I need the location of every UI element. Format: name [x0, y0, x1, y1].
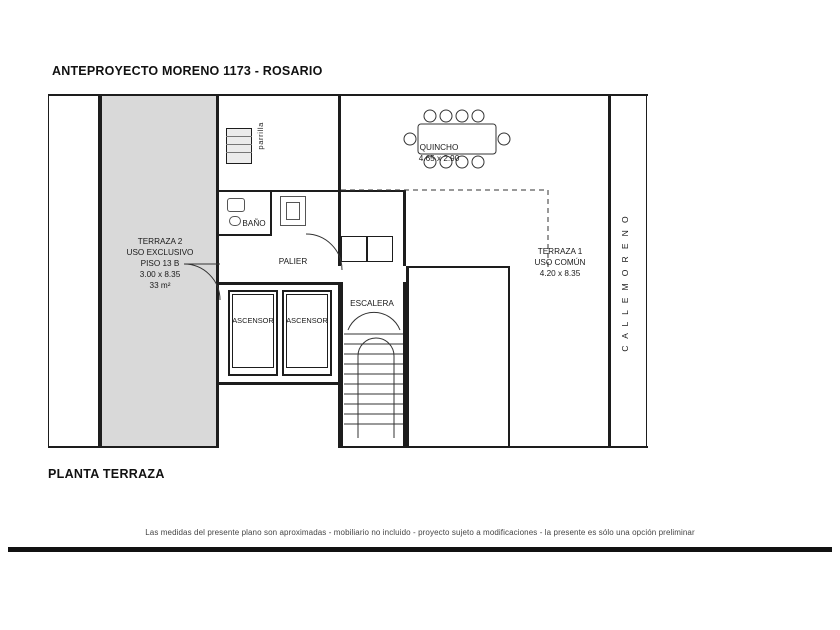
terraza-1-line-2: USO COMÚN	[534, 258, 586, 268]
terraza-1-line-1: TERRAZA 1	[537, 247, 583, 256]
footnote: Las medidas del presente plano son aproximadas - mobiliario no incluido - proyecto sujeto a modificaciones - la presente es sólo una opción preliminar	[145, 528, 695, 537]
room-label-quincho	[384, 142, 494, 164]
street-label: C A L L E M O R E N O	[620, 214, 630, 352]
page-title: ANTEPROYECTO MORENO 1173 - ROSARIO	[52, 64, 323, 78]
terraza-2-line-5: 33 m²	[149, 281, 171, 291]
room-label-terraza-2	[90, 236, 230, 291]
terraza-2-line-3: PISO 13 B	[140, 259, 180, 269]
terraza-1-line-3: 4.20 x 8.35	[539, 269, 581, 279]
quincho-line-2: 4.65 x 2.90	[418, 154, 460, 164]
plan-drawing	[48, 86, 648, 458]
room-label-palier: PALIER	[278, 257, 308, 266]
terraza-2-line-4: 3.00 x 8.35	[139, 270, 181, 280]
elevator-label-2: ASCENSOR	[286, 316, 328, 325]
bottom-bar	[8, 547, 832, 552]
quincho-line-1: QUINCHO	[419, 143, 459, 152]
elevator-label-1: ASCENSOR	[232, 316, 274, 325]
room-label-escalera: ESCALERA	[350, 299, 394, 308]
terraza-2-line-1: TERRAZA 2	[137, 237, 183, 246]
room-label-terraza-1	[494, 246, 626, 279]
plan-name: PLANTA TERRAZA	[48, 467, 165, 481]
terraza-2-line-2: USO EXCLUSIVO	[126, 248, 194, 258]
parrilla-label: parrilla	[256, 122, 265, 150]
room-label-bano: BAÑO	[242, 219, 266, 228]
